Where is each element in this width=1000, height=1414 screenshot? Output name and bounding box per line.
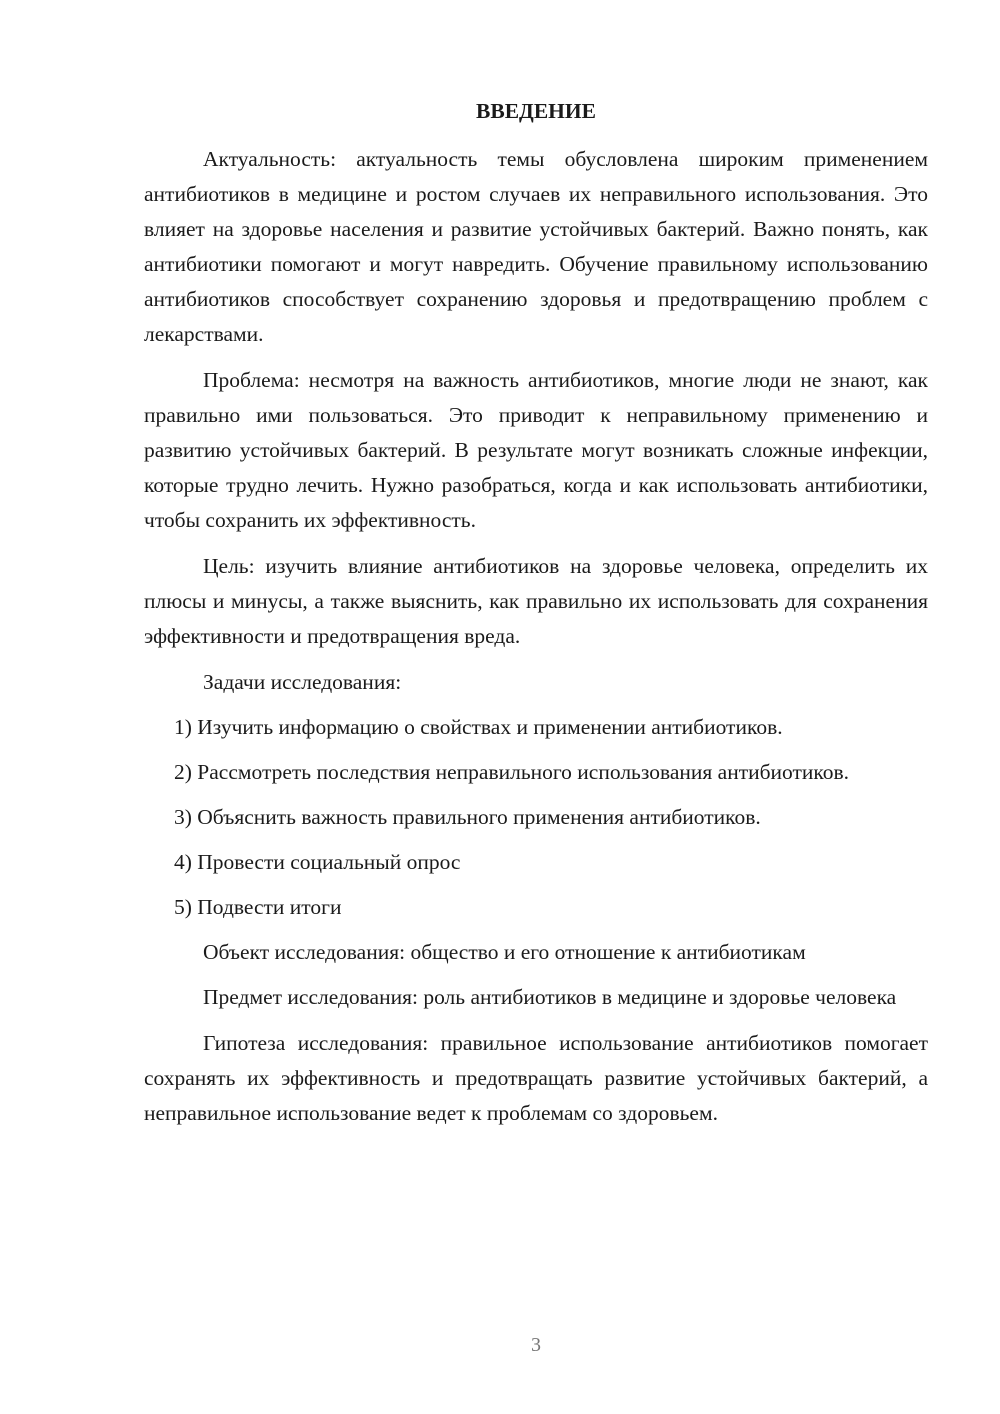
task-item-4: 4) Провести социальный опрос: [174, 850, 461, 874]
problem-paragraph: Проблема: несмотря на важность антибиотиков, многие люди не знают, как правильно ими пользоваться. Это приводит к неправильному применению и развитию устойчивых бактерий. В результате могут возникать сложные инфекции, которые трудно лечить. Нужно разобраться, когда и как использовать антибиотики, чтобы сохранить их эффективность.: [144, 368, 928, 532]
hypothesis-paragraph: Гипотеза исследования: правильное использование антибиотиков помогает сохранять их эффективность и предотвращать развитие устойчивых бактерий, а неправильное использование ведет к проблемам со здоровьем.: [144, 1031, 928, 1125]
page-number: 3: [531, 1334, 541, 1356]
task-item-1: 1) Изучить информацию о свойствах и применении антибиотиков.: [174, 715, 783, 739]
task-item-2: 2) Рассмотреть последствия неправильного использования антибиотиков.: [174, 760, 850, 784]
page-content: [144, 94, 928, 1142]
task-item-5: 5) Подвести итоги: [174, 895, 342, 919]
section-heading: ВВЕДЕНИЕ: [476, 99, 596, 123]
task-item-3: 3) Объяснить важность правильного применения антибиотиков.: [174, 805, 761, 829]
tasks-heading: Задачи исследования:: [203, 670, 402, 694]
subject-paragraph: Предмет исследования: роль антибиотиков в медицине и здоровье человека: [203, 985, 897, 1009]
object-paragraph: Объект исследования: общество и его отношение к антибиотикам: [203, 940, 806, 964]
goal-paragraph: Цель: изучить влияние антибиотиков на здоровье человека, определить их плюсы и минусы, а также выяснить, как правильно их использовать для сохранения эффективности и предотвращения вреда.: [144, 554, 928, 648]
relevance-paragraph: Актуальность: актуальность темы обусловлена широким применением антибиотиков в медицине и ростом случаев их неправильного использования. Это влияет на здоровье населения и развитие устойчивых бактерий. Важно понять, как антибиотики помогают и могут навредить. Обучение правильному использованию антибиотиков способствует сохранению здоровья и предотвращению проблем с лекарствами.: [144, 147, 928, 346]
